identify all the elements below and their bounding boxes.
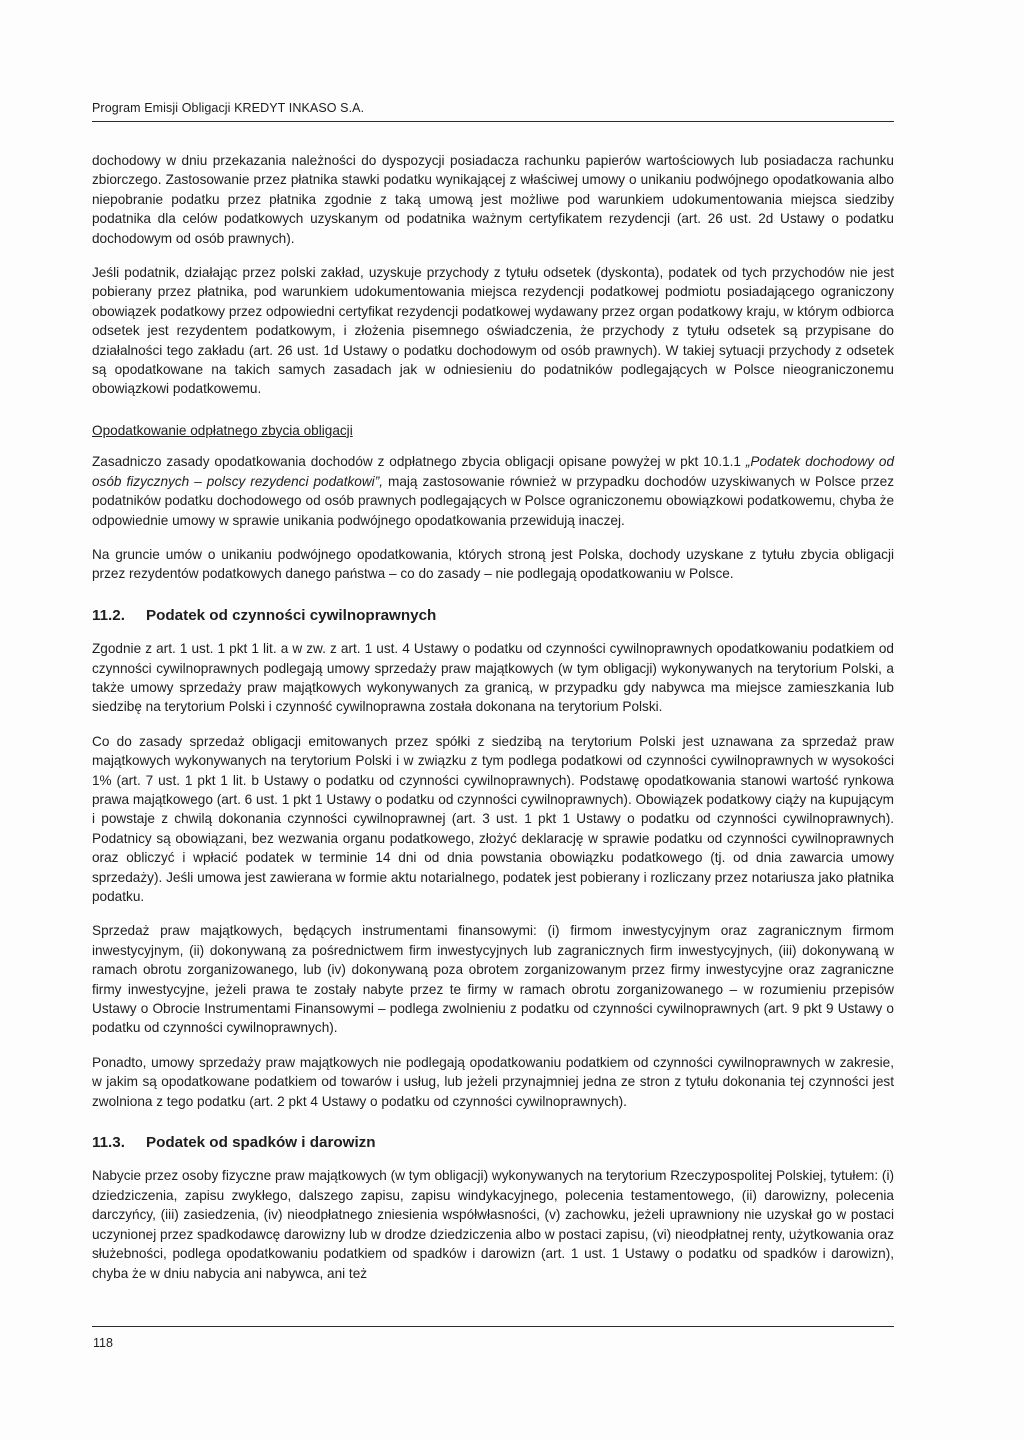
page-number: 118 — [93, 1336, 113, 1350]
paragraph: Zgodnie z art. 1 ust. 1 pkt 1 lit. a w zw. z art. 1 ust. 4 Ustawy o podatku od czynności cywilnoprawnych opodatkowaniu podatkiem od czynności cywilnoprawnych podlegają umowy sprzedaży praw majątkowych (w tym obligacji) wykonywanych na terytorium Polski, a także umowy sprzedaży praw majątkowych wykonywanych za granicą, w przypadku gdy nabywca ma miejsce zamieszkania lub siedzibę na terytorium Polski i czynność cywilnoprawna została dokonana na terytorium Polski. — [92, 641, 894, 715]
paragraph: Co do zasady sprzedaż obligacji emitowanych przez spółki z siedzibą na terytorium Polski jest uznawana za sprzedaż praw majątkowych wykonywanych na terytorium Polski i w związku z tym podlega podatkowi od czynności cywilnoprawnych w wysokości 1% (art. 7 ust. 1 pkt 1 lit. b Ustawy o podatku od czynności cywilnoprawnych). Podstawę opodatkowania stanowi wartość rynkowa prawa majątkowego (art. 6 ust. 1 pkt 1 Ustawy o podatku od czynności cywilnoprawnych). Obowiązek podatkowy ciąży na kupującym i powstaje z chwilą dokonania czynności cywilnoprawnej (art. 3 ust. 1 pkt 1 Ustawy o podatku od czynności cywilnoprawnych). Podatnicy są obowiązani, bez wezwania organu podatkowego, złożyć deklarację w sprawie podatku od czynności cywilnoprawnych oraz obliczyć i wpłacić podatek w terminie 14 dni od dnia powstania obowiązku podatkowego (tj. od dnia zawarcia umowy sprzedaży). Jeśli umowa jest zawierana w formie aktu notarialnego, podatek jest pobierany i rozliczany przez notariusza jako płatnika podatku. — [92, 733, 894, 904]
paragraph: Zasadniczo zasady opodatkowania dochodów z odpłatnego zbycia obligacji opisane powyżej w pkt 10.1.1 „Podatek dochodowy od osób fizycznych – polscy rezydenci podatkowi”, mają zastosowanie również w przypadku dochodów uzyskiwanych w Polsce przez podatników podatku dochodowego od osób prawnych podlegających w Polsce ograniczonemu obowiązkowi podatkowemu, chyba że odpowiednie umowy w sprawie unikania podwójnego opodatkowania przewidują inaczej. — [92, 454, 895, 528]
paragraph: Ponadto, umowy sprzedaży praw majątkowych nie podlegają opodatkowaniu podatkiem od czynności cywilnoprawnych w zakresie, w jakim są opodatkowane podatkiem od towarów i usług, lub jeżeli przynajmniej jedna ze stron z tytułu dokonania tej czynności jest zwolniona z tego podatku (art. 2 pkt 4 Ustawy o podatku od czynności cywilnoprawnych). — [92, 1054, 894, 1109]
italic-reference: „Podatek dochodowy od osób fizycznych – polscy rezydenci podatkowi”, — [92, 454, 895, 489]
section-title: Podatek od czynności cywilnoprawnych — [146, 606, 437, 624]
section-title: Podatek od spadków i darowizn — [146, 1134, 376, 1152]
running-header: Program Emisji Obligacji KREDYT INKASO S.A. — [92, 101, 365, 115]
subsection-title: Opodatkowanie odpłatnego zbycia obligacji — [92, 422, 353, 438]
paragraph: Nabycie przez osoby fizyczne praw majątkowych (w tym obligacji) wykonywanych na terytorium Rzeczypospolitej Polskiej, tytułem: (i) dziedziczenia, zapisu zwykłego, dalszego zapisu, zapisu windykacyjnego, polecenia testamentowego, (ii) darowizny, polecenia darczyńcy, (iii) zasiedzenia, (iv) nieodpłatnego zniesienia współwłasności, (v) zachowku, jeżeli uprawniony nie uzyskał go w postaci uczynionej przez spadkodawcę darowizny lub w drodze dziedziczenia albo w postaci zapisu, (vi) nieodpłatnej renty, użytkowania oraz służebności, podlega opodatkowaniu podatkiem od spadków i darowizn (art. 1 ust. 1 Ustawy o podatku od spadków i darowizn), chyba że w dniu nabycia ani nabywca, ani też — [92, 1168, 894, 1281]
header-divider — [92, 121, 894, 122]
footer-divider — [92, 1326, 894, 1327]
page-body — [92, 151, 894, 1298]
paragraph: dochodowy w dniu przekazania należności do dyspozycji posiadacza rachunku papierów wartościowych lub posiadacza rachunku zbiorczego. Zastosowanie przez płatnika stawki podatku wynikającej z właściwej umowy o unikaniu podwójnego opodatkowania albo niepobranie podatku przez płatnika zgodnie z taką umową jest możliwe pod warunkiem udokumentowania miejsca siedziby podatnika dla celów podatkowych uzyskanym od podatnika ważnym certyfikatem rezydencji (art. 26 ust. 2d Ustawy o podatku dochodowym od osób prawnych). — [92, 153, 894, 246]
section-number: 11.3. — [92, 1134, 125, 1152]
section-heading — [92, 1133, 894, 1152]
paragraph: Na gruncie umów o unikaniu podwójnego opodatkowania, których stroną jest Polska, dochody uzyskane z tytułu zbycia obligacji przez rezydentów podatkowych danego państwa – co do zasady – nie podlegają opodatkowaniu w Polsce. — [92, 546, 894, 582]
paragraph: Jeśli podatnik, działając przez polski zakład, uzyskuje przychody z tytułu odsetek (dyskonta), podatek od tych przychodów nie jest pobierany przez płatnika, pod warunkiem udokumentowania miejsca rezydencji podatkowej podmiotu posiadającego ograniczony obowiązek podatkowy przez odpowiedni certyfikat rezydencji podatkowej wydawany przez organ podatkowy kraju, w którym odbiorca odsetek jest rezydentem podatkowym, i złożenia pisemnego oświadczenia, że przychody z tytułu odsetek są przypisane do działalności tego zakładu (art. 26 ust. 1d Ustawy o podatku dochodowym od osób prawnych). W takiej sytuacji przychody z odsetek są opodatkowane na takich samych zasadach jak w odniesieniu do podatników podlegających w Polsce nieograniczonemu obowiązkowi podatkowemu. — [92, 265, 894, 397]
paragraph: Sprzedaż praw majątkowych, będących instrumentami finansowymi: (i) firmom inwestycyjnym oraz zagranicznym firmom inwestycyjnym, (ii) dokonywaną za pośrednictwem firm inwestycyjnych lub zagranicznych firm inwestycyjnych, (iii) dokonywaną w ramach obrotu zorganizowanego, lub (iv) dokonywaną poza obrotem zorganizowanym przez firmy inwestycyjne oraz zagraniczne firmy inwestycyjne, jeżeli prawa te zostały nabyte przez te firmy w ramach obrotu zorganizowanego – w rozumieniu przepisów Ustawy o Obrocie Instrumentami Finansowymi – podlega zwolnieniu z podatku od czynności cywilnoprawnych (art. 9 pkt 9 Ustawy o podatku od czynności cywilnoprawnych). — [92, 923, 894, 1036]
section-number: 11.2. — [92, 606, 125, 624]
section-heading — [92, 606, 894, 625]
